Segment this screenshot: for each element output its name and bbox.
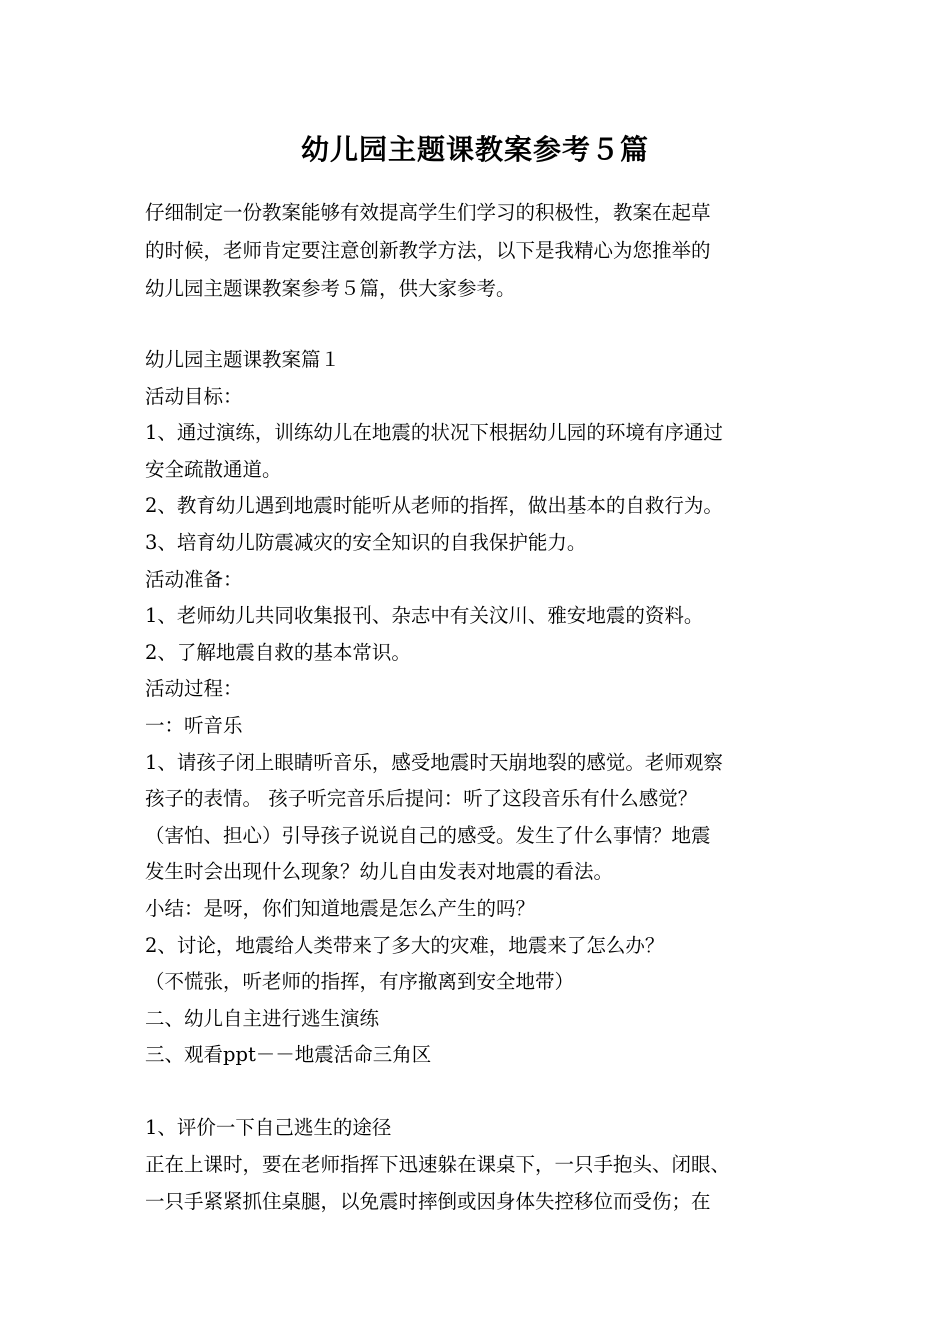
body-line: 1、评价一下自己逃生的途径 xyxy=(145,1116,392,1140)
body-line: 3、培育幼儿防震减灾的安全知识的自我保护能力。 xyxy=(145,530,587,554)
body-line: 2、教育幼儿遇到地震时能听从老师的指挥，做出基本的自救行为。 xyxy=(145,494,723,518)
body-line: （害怕、担心）引导孩子说说自己的感受。发生了什么事情？地震 xyxy=(145,823,711,847)
body-line: 2、了解地震自救的基本常识。 xyxy=(145,640,411,664)
body-line: 小结：是呀，你们知道地震是怎么产生的吗？ xyxy=(145,896,536,920)
body-line: （不慌张，听老师的指挥，有序撤离到安全地带） xyxy=(145,970,575,994)
document-body xyxy=(145,342,825,1220)
intro-line: 的时候，老师肯定要注意创新教学方法，以下是我精心为您推举的 xyxy=(145,239,711,262)
body-line: 正在上课时，要在老师指挥下迅速躲在课桌下，一只手抱头、闭眼、 xyxy=(145,1153,731,1177)
body-line: 二、幼儿自主进行逃生演练 xyxy=(145,1006,380,1030)
body-line: 一只手紧紧抓住桌腿，以免震时摔倒或因身体失控移位而受伤；在 xyxy=(145,1189,711,1213)
blank-line xyxy=(145,1074,825,1111)
section-heading: 幼儿园主题课教案篇１ xyxy=(145,348,341,371)
body-line: 孩子的表情。 孩子听完音乐后提问：听了这段音乐有什么感觉？ xyxy=(145,787,698,811)
body-line: 1、请孩子闭上眼睛听音乐，感受地震时天崩地裂的感觉。老师观察 xyxy=(145,750,723,774)
body-line: 一：听音乐 xyxy=(145,713,243,737)
intro-paragraph xyxy=(145,194,810,308)
body-line: 活动过程： xyxy=(145,677,243,701)
body-line: 发生时会出现什么现象？幼儿自由发表对地震的看法。 xyxy=(145,860,614,884)
body-line: 1、老师幼儿共同收集报刊、杂志中有关汶川、雅安地震的资料。 xyxy=(145,604,704,628)
body-line: 活动目标： xyxy=(145,384,243,408)
body-line: 安全疏散通道。 xyxy=(145,457,282,481)
document-title: 幼儿园主题课教案参考５篇 xyxy=(300,133,649,166)
intro-line: 幼儿园主题课教案参考５篇，供大家参考。 xyxy=(145,277,516,300)
body-line: 活动准备： xyxy=(145,567,243,591)
intro-line: 仔细制定一份教案能够有效提高学生们学习的积极性，教案在起草 xyxy=(145,201,711,224)
body-line: 三、观看ppt－－地震活命三角区 xyxy=(145,1043,432,1067)
body-line: 2、讨论，地震给人类带来了多大的灾难，地震来了怎么办？ xyxy=(145,933,665,957)
body-line: 1、通过演练，训练幼儿在地震的状况下根据幼儿园的环境有序通过 xyxy=(145,421,723,445)
